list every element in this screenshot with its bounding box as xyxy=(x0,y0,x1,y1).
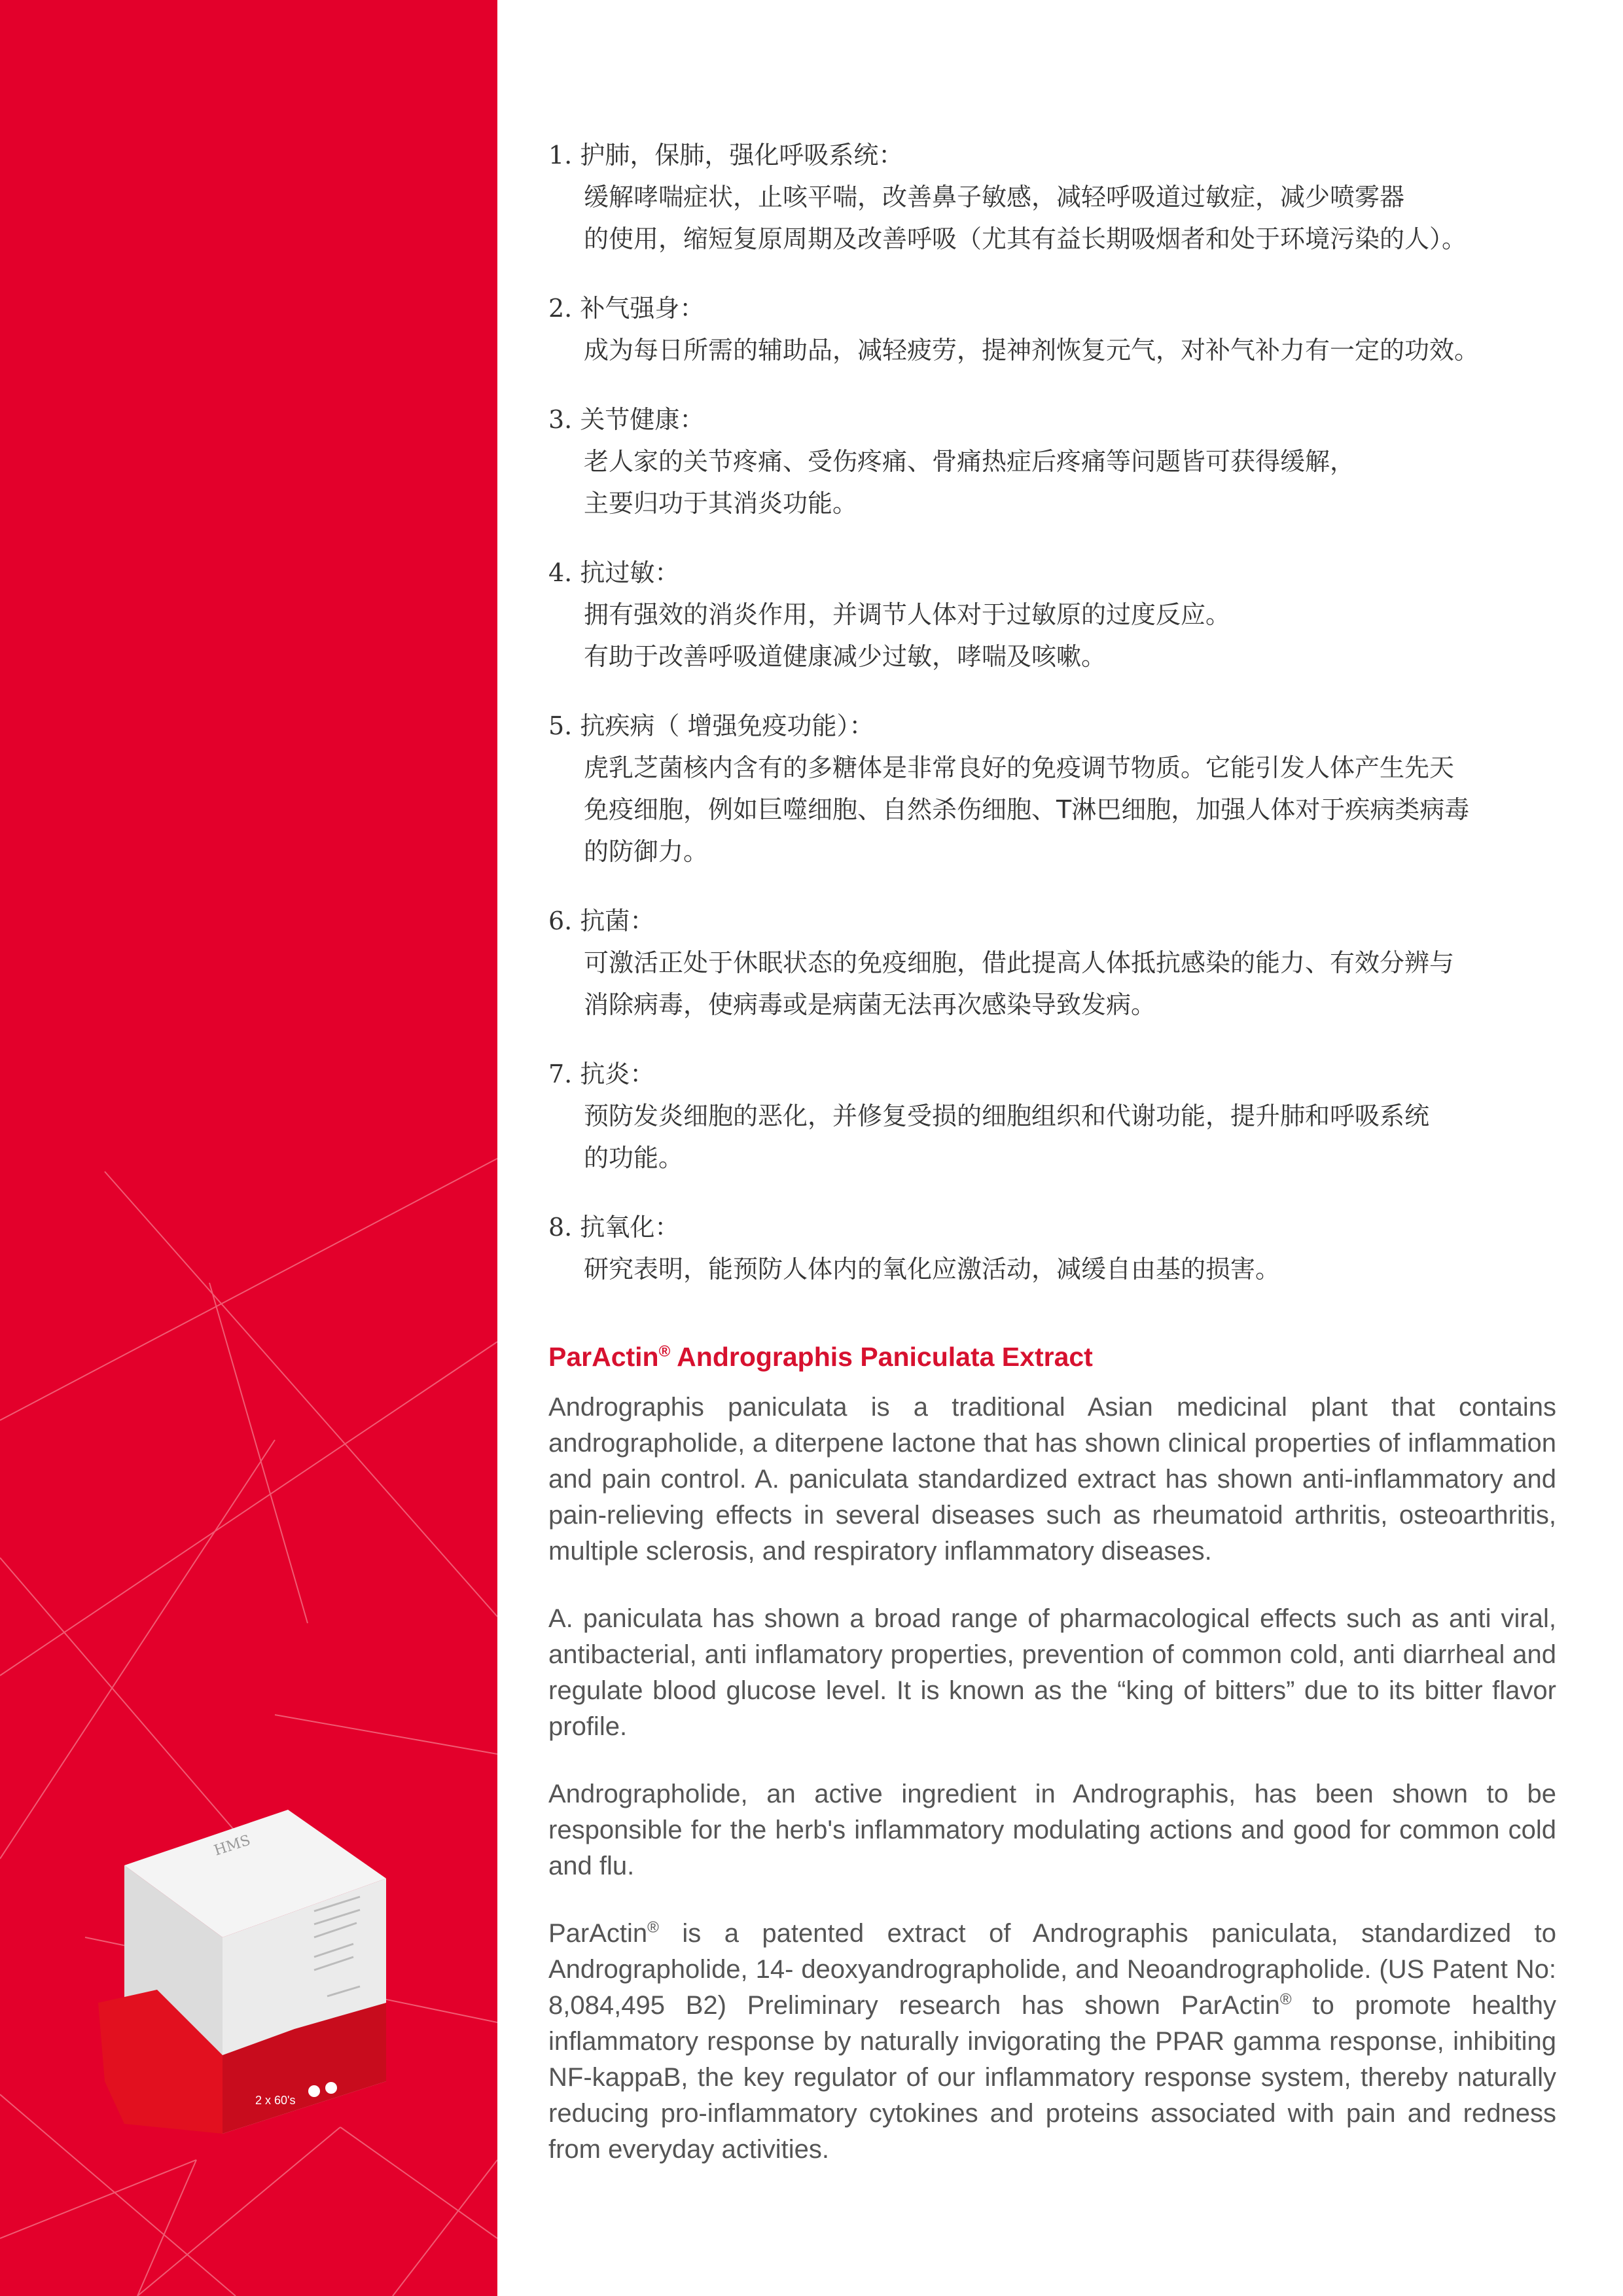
list-item-heading xyxy=(548,287,1556,329)
list-item xyxy=(548,1206,1556,1290)
list-item xyxy=(548,399,1556,524)
product-brand: HMS xyxy=(212,1832,253,1859)
paractin-section xyxy=(548,1342,1556,2199)
paragraph-2: A. paniculata has shown a broad range of pharmacological effects such as anti viral, antibacterial, anti inflamatory properties, prevention of common cold, anti diarrheal and regulate blood glucose level. It is known as the “king of bitters” due to its bitter flavor profile. xyxy=(548,1604,1556,1741)
list-item-title: 抗炎： xyxy=(580,1060,655,1088)
list-item-title: 抗疾病（ 增强免疫功能）： xyxy=(580,711,874,740)
list-item-text: 研究表明，能预防人体内的氧化应激活动，减缓自由基的损害。 xyxy=(584,1255,1281,1283)
list-item-heading xyxy=(548,900,1556,942)
list-item-heading xyxy=(548,399,1556,440)
red-sidebar xyxy=(0,0,497,2296)
paragraph-3: Andrographolide, an active ingredient in Andrographis, has been shown to be responsible for the herb's inflammatory modulating actions and good for common cold and flu. xyxy=(548,1780,1556,1880)
product-count-label: 2 x 60's xyxy=(255,2094,296,2107)
list-item-number: 7. xyxy=(548,1060,573,1088)
list-item-text: 的防御力。 xyxy=(584,837,709,866)
list-item-number: 2. xyxy=(548,294,573,323)
list-item-text: 有助于改善呼吸道健康减少过敏，哮喘及咳嗽。 xyxy=(584,642,1107,671)
paragraph-1: Andrographis paniculata is a traditional Asian medicinal plant that contains andrographolide, a diterpene lactone that has shown clinical properties of inflammation and pain control. A. paniculata standardized extract has shown anti-inflammatory and pain-relieving effects in several diseases such as rheumatoid arthritis, osteoarthritis, multiple sclerosis, and respiratory inflammatory diseases. xyxy=(548,1393,1556,1566)
list-item-text: 老人家的关节疼痛、受伤疼痛、骨痛热症后疼痛等问题皆可获得缓解， xyxy=(584,447,1355,476)
list-item xyxy=(548,900,1556,1026)
list-item-heading xyxy=(548,705,1556,747)
list-item-title: 护肺，保肺，强化呼吸系统： xyxy=(580,141,904,170)
list-item-heading xyxy=(548,1206,1556,1248)
list-item-number: 4. xyxy=(548,558,573,587)
section-title: ParActin® Andrographis Paniculata Extract xyxy=(548,1342,1093,1372)
list-item-text: 可激活正处于休眠状态的免疫细胞，借此提高人体抵抗感染的能力、有效分辨与 xyxy=(584,948,1455,977)
list-item xyxy=(548,1053,1556,1179)
list-item-number: 8. xyxy=(548,1213,573,1242)
list-item-heading xyxy=(548,1053,1556,1095)
list-item-heading xyxy=(548,552,1556,594)
list-item xyxy=(548,552,1556,677)
list-item xyxy=(548,134,1556,260)
list-item-text: 免疫细胞，例如巨噬细胞、自然杀伤细胞、T淋巴细胞，加强人体对于疾病类病毒 xyxy=(584,795,1470,824)
list-item-heading xyxy=(548,134,1556,176)
list-item-text: 主要归功于其消炎功能。 xyxy=(584,489,858,518)
list-item-number: 5. xyxy=(548,711,573,740)
list-item-text: 消除病毒，使病毒或是病菌无法再次感染导致发病。 xyxy=(584,990,1156,1019)
list-item-number: 6. xyxy=(548,906,573,935)
list-item xyxy=(548,705,1556,872)
list-item-title: 补气强身： xyxy=(580,294,705,323)
list-item-text: 虎乳芝菌核内含有的多糖体是非常良好的免疫调节物质。它能引发人体产生先天 xyxy=(584,753,1455,782)
list-item-text: 拥有强效的消炎作用，并调节人体对于过敏原的过度反应。 xyxy=(584,600,1231,629)
product-box-image xyxy=(98,1793,386,2134)
list-item-text: 的使用，缩短复原周期及改善呼吸（尤其有益长期吸烟者和处于环境污染的人）。 xyxy=(584,224,1467,253)
list-item-text: 成为每日所需的辅助品，减轻疲劳，提神剂恢复元气，对补气补力有一定的功效。 xyxy=(584,336,1480,365)
list-item-text: 预防发炎细胞的恶化，并修复受损的细胞组织和代谢功能，提升肺和呼吸系统 xyxy=(584,1102,1430,1130)
list-item-title: 抗氧化： xyxy=(580,1213,680,1242)
list-item-title: 关节健康： xyxy=(580,405,705,434)
list-item-title: 抗菌： xyxy=(580,906,655,935)
list-item-number: 3. xyxy=(548,405,573,434)
list-item-text: 缓解哮喘症状，止咳平喘，改善鼻子敏感，减轻呼吸道过敏症，减少喷雾器 xyxy=(584,183,1405,211)
paragraph-4: ParActin® is a patented extract of Andrographis paniculata, standardized to Andrographolide, 14- deoxyandrographolide, and Neoandrographolide. (US Patent No: 8,084,495 B2) Preliminary research has shown ParActin® to promote healthy inflammatory response by naturally invigorating the PPAR gamma response, inhibiting NF-kappaB, the key regulator of our inflammatory response system, thereby naturally reducing pro-inflammatory cytokines and proteins associated with pain and redness from everyday activities. xyxy=(548,1918,1557,2164)
list-item-number: 1. xyxy=(548,141,573,170)
benefits-list xyxy=(548,134,1556,1318)
list-item-title: 抗过敏： xyxy=(580,558,680,587)
list-item-text: 的功能。 xyxy=(584,1143,684,1172)
list-item xyxy=(548,287,1556,371)
